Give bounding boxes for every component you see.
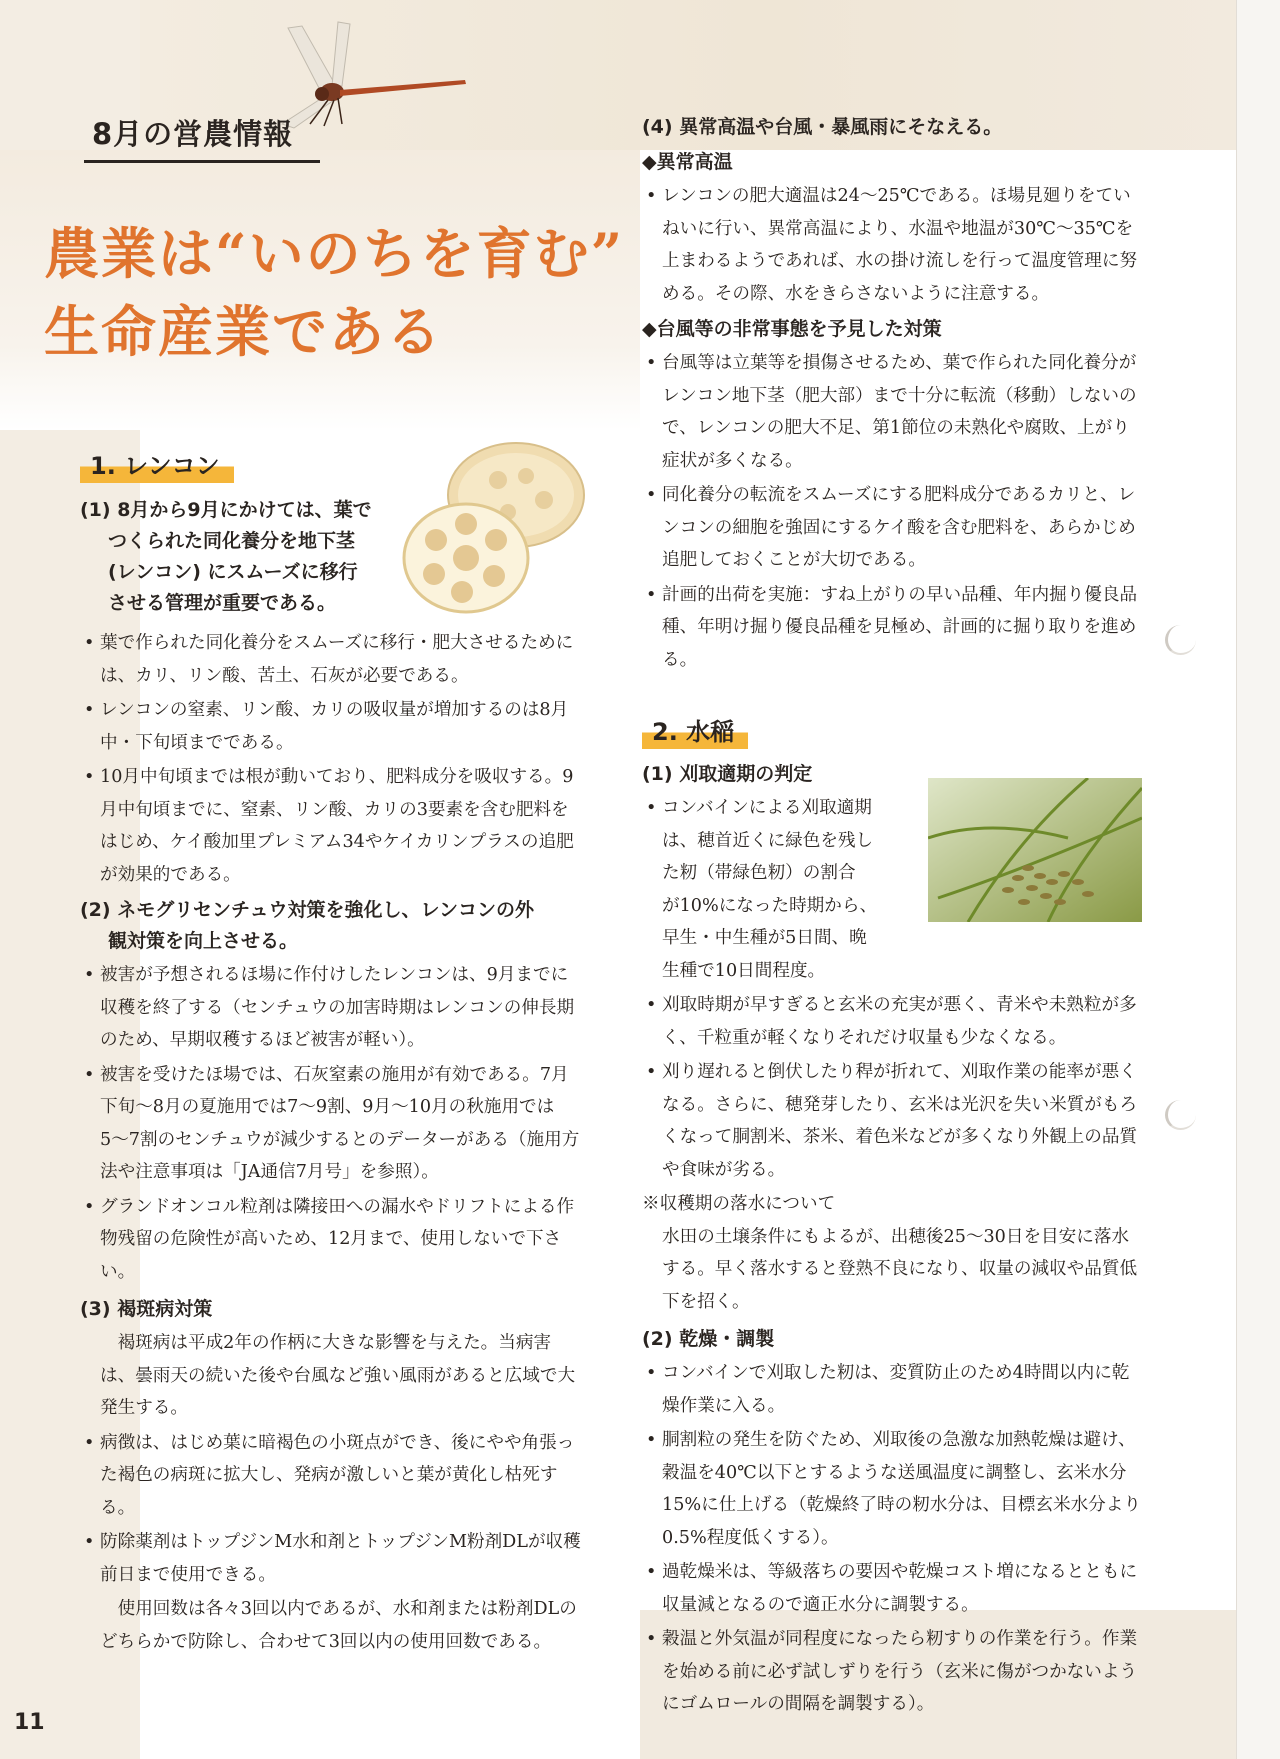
bullet-item: • 10月中旬頃までは根が動いており、肥料成分を吸収する。9月中旬頃までに、窒素、リン酸、カリの3要素を含む肥料をはじめ、ケイ酸加里プレミアム34やケイカリンプラスの追肥が効果的である。 <box>80 761 582 891</box>
bullet-item: • 防除薬剤はトップジンM水和剤とトップジンM粉剤DLが収穫前日まで使用できる。 <box>80 1526 582 1591</box>
typhoon-heading: ◆台風等の非常事態を予見した対策 <box>642 318 942 340</box>
page-header-title: 8月の営農情報 <box>92 117 294 151</box>
punch-hole <box>1165 1100 1196 1130</box>
bullet-item: • 被害を受けたほ場では、石灰窒素の施用が有効である。7月下旬〜8月の夏施用では7〜9割、9月〜10月の秋施用では5〜7割のセンチュウが減少するとのデーターがある（施用方法や注意事項は「JA通信7月号」を参照）。 <box>80 1059 582 1189</box>
bullet-item: • コンバインで刈取した籾は、変質防止のため4時間以内に乾燥作業に入る。 <box>642 1357 1146 1422</box>
subheading-1-line: (1) 8月から9月にかけては、葉で <box>80 499 372 521</box>
subheading-2 <box>80 895 582 957</box>
rice-line: た籾（帯緑色籾）の割合 <box>662 863 856 883</box>
bullet-item: • グランドオンコル粒剤は隣接田への漏水やドリフトによる作物残留の危険性が高いため、12月まで、使用しないで下さい。 <box>80 1191 582 1289</box>
heat-heading: ◆異常高温 <box>642 151 733 173</box>
subheading-1-line: させる管理が重要である。 <box>108 592 337 614</box>
page-number: 11 <box>14 1710 45 1735</box>
header-underline <box>84 160 320 163</box>
rice-subheading-2: (2) 乾燥・調製 <box>642 1328 775 1350</box>
page-edge <box>1236 0 1280 1759</box>
hero-line-1: 農業は“いのちを育む” <box>44 221 625 286</box>
bullet-item: • 同化養分の転流をスムーズにする肥料成分であるカリと、レンコンの細胞を強固にするケイ酸を含む肥料を、あらかじめ追肥しておくことが大切である。 <box>642 479 1146 577</box>
subheading-2-line: (2) ネモグリセンチュウ対策を強化し、レンコンの外 <box>80 899 534 921</box>
rice-line: 早生・中生種が5日間、晩 <box>662 928 867 948</box>
rice-line: • コンバインによる刈取適期 <box>662 798 872 818</box>
subheading-2-line: 観対策を向上させる。 <box>108 930 299 952</box>
rice-line: 生種で10日間程度。 <box>662 960 826 981</box>
bullet-item: • 過乾燥米は、等級落ちの要因や乾燥コスト増になるとともに収量減となるので適正水分に調製する。 <box>642 1556 1146 1621</box>
subheading-1-line: (レンコン) にスムーズに移行 <box>108 561 358 583</box>
subheading-4: (4) 異常高温や台風・暴風雨にそなえる。 <box>642 116 1003 138</box>
paragraph: 褐斑病は平成2年の作柄に大きな影響を与えた。当病害は、曇雨天の続いた後や台風など強い風雨があると広域で大発生する。 <box>100 1333 576 1418</box>
section-title-rice: 2. 水稲 <box>642 712 748 749</box>
hero-headline <box>44 215 624 371</box>
hero-line-2: 生命産業である <box>44 299 444 364</box>
bullet-item: • 刈り遅れると倒伏したり稈が折れて、刈取作業の能率が悪くなる。さらに、穂発芽したり、玄米は光沢を失い米質がもろくなって胴割米、茶米、着色米などが多くなり外観上の品質や食味が劣る。 <box>642 1056 1146 1186</box>
rice-subheading-1: (1) 刈取適期の判定 <box>642 763 813 785</box>
punch-hole <box>1165 625 1196 655</box>
bullet-item: • 台風等は立葉等を損傷させるため、葉で作られた同化養分がレンコン地下茎（肥大部）まで十分に転流（移動）しないので、レンコンの肥大不足、第1節位の未熟化や腐敗、上がり症状が多くなる。 <box>642 347 1146 477</box>
bullet-item: • 被害が予想されるほ場に作付けしたレンコンは、9月までに収穫を終了する（センチュウの加害時期はレンコンの伸長期のため、早期収穫するほど被害が軽い）。 <box>80 959 582 1057</box>
bullet-item: • レンコンの肥大適温は24〜25℃である。ほ場見廻りをていねいに行い、異常高温により、水温や地温が30℃〜35℃を上まわるようであれば、水の掛け流しを行って温度管理に努める。その際、水をきらさないように注意する。 <box>642 180 1146 310</box>
bullet-item: • 胴割粒の発生を防ぐため、刈取後の急激な加熱乾燥は避け、穀温を40℃以下とするような送風温度に調整し、玄米水分15%に仕上げる（乾燥終了時の籾水分は、目標玄米水分より0.5%程度低くする）。 <box>642 1424 1146 1554</box>
drain-note-body: 水田の土壌条件にもよるが、出穂後25〜30日を目安に落水する。早く落水すると登熟不良になり、収量の減収や品質低下を招く。 <box>662 1226 1138 1312</box>
dragonfly-image <box>280 20 470 130</box>
rice-line: が10%になった時期から、 <box>662 895 878 916</box>
bullet-item: • 病徴は、はじめ葉に暗褐色の小斑点ができ、後にやや角張った褐色の病斑に拡大し、発病が激しいと葉が黄化し枯死する。 <box>80 1427 582 1525</box>
right-column <box>642 112 1146 1721</box>
left-column <box>80 446 582 1658</box>
section-title-renkon: 1. レンコン <box>80 446 234 483</box>
rice-line: は、穂首近くに緑色を残し <box>662 830 874 851</box>
bullet-item: • 刈取時期が早すぎると玄米の充実が悪く、青米や未熟粒が多く、千粒重が軽くなりそれだけ収量も少なくなる。 <box>642 989 1146 1054</box>
subheading-1 <box>80 495 398 619</box>
bullet-item <box>642 792 912 987</box>
bullet-item: • レンコンの窒素、リン酸、カリの吸収量が増加するのは8月中・下旬頃までである。 <box>80 694 582 759</box>
subheading-3: (3) 褐斑病対策 <box>80 1298 213 1320</box>
drain-note: ※収穫期の落水について <box>642 1194 836 1214</box>
subheading-1-line: つくられた同化養分を地下茎 <box>108 530 356 552</box>
paragraph: 使用回数は各々3回以内であるが、水和剤または粉剤DLのどちらかで防除し、合わせて3回以内の使用回数である。 <box>100 1599 577 1652</box>
bullet-item: • 葉で作られた同化養分をスムーズに移行・肥大させるためには、カリ、リン酸、苦土、石灰が必要である。 <box>80 627 582 692</box>
bullet-item: • 計画的出荷を実施：すね上がりの早い品種、年内掘り優良品種、年明け掘り優良品種を見極め、計画的に掘り取りを進める。 <box>642 579 1146 677</box>
bullet-item: • 穀温と外気温が同程度になったら籾すりの作業を行う。作業を始める前に必ず試しずりを行う（玄米に傷がつかないようにゴムロールの間隔を調製する）。 <box>642 1623 1146 1721</box>
